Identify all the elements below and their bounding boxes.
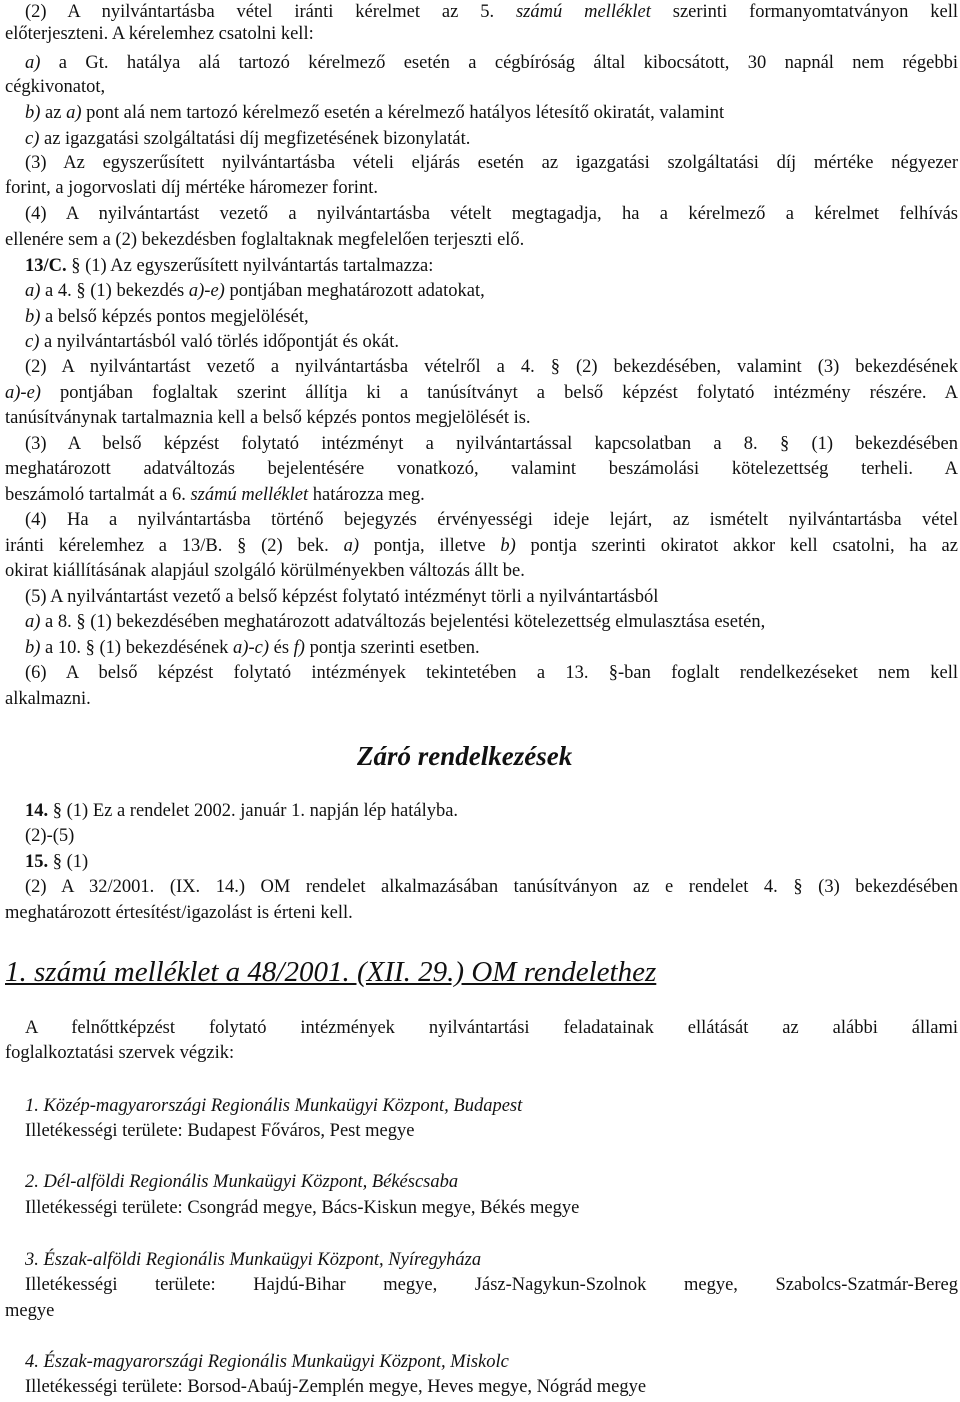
text-line: b) a belső képzés pontos megjelölését, bbox=[25, 307, 309, 327]
text-line: 4. Észak-magyarországi Regionális Munkaügyi Központ, Miskolc bbox=[25, 1352, 509, 1372]
text-line: alkalmazni. bbox=[5, 689, 91, 709]
text-line: megye bbox=[5, 1301, 55, 1321]
text-line: (2) A nyilvántartást vezető a nyilvántartásba vételről a 4. § (2) bekezdésében, valamint (3) bekezdésének bbox=[25, 357, 958, 377]
text-line: a) a 4. § (1) bekezdés a)-e) pontjában meghatározott adatokat, bbox=[25, 281, 485, 301]
text-line: (3) A belső képzést folytató intézményt a nyilvántartással kapcsolatban a 8. § (1) bekezdésében bbox=[25, 434, 958, 454]
text-line: Illetékességi területe: Hajdú-Bihar megye, Jász-Nagykun-Szolnok megye, Szabolcs-Szatmár-Bereg bbox=[25, 1275, 958, 1295]
text-line: (2) A 32/2001. (IX. 14.) OM rendelet alkalmazásában tanúsítványon az e rendelet 4. § (3) bekezdésében bbox=[25, 877, 958, 897]
text-line: meghatározott adatváltozás bejelentésére vonatkozó, valamint beszámolási kötelezettség terheli. A bbox=[5, 459, 958, 479]
text-line: okirat kiállításának alapjául szolgáló körülményekben változás állt be. bbox=[5, 561, 525, 581]
text-line: 3. Észak-alföldi Regionális Munkaügyi Központ, Nyíregyháza bbox=[25, 1250, 482, 1270]
text-line: cégkivonatot, bbox=[5, 77, 106, 97]
text-line: (4) Ha a nyilvántartásba történő bejegyzés érvényességi ideje lejárt, az ismételt nyilvántartásba vétel bbox=[25, 510, 958, 530]
text-line: a)-e) pontjában foglaltak szerint állítja ki a tanúsítványt a belső képzést folytató intézmény részére. A bbox=[5, 383, 958, 403]
text-line: c) a nyilvántartásból való törlés időpontját és okát. bbox=[25, 332, 400, 352]
text-line: beszámoló tartalmát a 6. számú melléklet határozza meg. bbox=[5, 485, 425, 505]
text-line: előterjeszteni. A kérelemhez csatolni kell: bbox=[5, 24, 314, 44]
text-line: meghatározott értesítést/igazolást is érteni kell. bbox=[5, 903, 353, 923]
text-line: 15. § (1) bbox=[25, 852, 89, 872]
text-line: 1. Közép-magyarországi Regionális Munkaügyi Központ, Budapest bbox=[25, 1096, 523, 1116]
section-heading: Záró rendelkezések bbox=[357, 741, 573, 771]
text-line: 2. Dél-alföldi Regionális Munkaügyi Központ, Békéscsaba bbox=[25, 1172, 459, 1192]
text-line: b) a 10. § (1) bekezdésének a)-c) és f) pontja szerinti esetben. bbox=[25, 638, 480, 658]
text-line: foglalkoztatási szervek végzik: bbox=[5, 1043, 235, 1063]
annex-title: 1. számú melléklet a 48/2001. (XII. 29.) OM rendelethez bbox=[5, 956, 657, 988]
text-line: A felnőttképzést folytató intézmények nyilvántartási feladatainak ellátását az alábbi állami bbox=[25, 1018, 958, 1038]
text-line: 14. § (1) Ez a rendelet 2002. január 1. napján lép hatályba. bbox=[25, 801, 459, 821]
text-line: Illetékességi területe: Borsod-Abaúj-Zemplén megye, Heves megye, Nógrád megye bbox=[25, 1377, 647, 1397]
text-line: (5) A nyilvántartást vezető a belső képzést folytató intézményt törli a nyilvántartásból bbox=[25, 587, 659, 607]
text-line: Illetékességi területe: Csongrád megye, Bács-Kiskun megye, Békés megye bbox=[25, 1198, 580, 1218]
text-line: a) a 8. § (1) bekezdésében meghatározott adatváltozás bejelentési kötelezettség elmulasztása esetén, bbox=[25, 612, 766, 632]
text-line: forint, a jogorvoslati díj mértéke háromezer forint. bbox=[5, 178, 378, 198]
text-line: (4) A nyilvántartást vezető a nyilvántartásba vételt megtagadja, ha a kérelmező a kérelmet felhívás bbox=[25, 204, 958, 224]
text-line: (2)-(5) bbox=[25, 826, 75, 846]
text-line: b) az a) pont alá nem tartozó kérelmező esetén a kérelmező hatályos létesítő okiratát, valamint bbox=[25, 103, 725, 123]
text-line: 13/C. § (1) Az egyszerűsített nyilvántartás tartalmazza: bbox=[25, 256, 434, 276]
text-line: Illetékességi területe: Budapest Főváros, Pest megye bbox=[25, 1121, 415, 1141]
text-line: (6) A belső képzést folytató intézmények tekintetében a 13. §-ban foglalt rendelkezéseket nem kell bbox=[25, 663, 958, 683]
text-line: c) az igazgatási szolgáltatási díj megfizetésének bizonylatát. bbox=[25, 129, 471, 149]
text-line: (2) A nyilvántartásba vétel iránti kérelmet az 5. számú melléklet szerinti formanyomtatványon kell bbox=[25, 2, 958, 22]
text-line: (3) Az egyszerűsített nyilvántartásba vételi eljárás esetén az igazgatási szolgáltatási díj mértéke négyezer bbox=[25, 153, 958, 173]
text-line: iránti kérelemhez a 13/B. § (2) bek. a) pontja, illetve b) pontja szerinti okiratot akkor kell csatolni, ha az bbox=[5, 536, 958, 556]
text-line: ellenére sem a (2) bekezdésben foglaltaknak megfelelően terjeszti elő. bbox=[5, 230, 525, 250]
text-line: tanúsítványnak tartalmaznia kell a belső képzés pontos megjelölését is. bbox=[5, 408, 531, 428]
text-line: a) a Gt. hatálya alá tartozó kérelmező esetén a cégbíróság által kibocsátott, 30 napnál nem régebbi bbox=[25, 53, 958, 73]
